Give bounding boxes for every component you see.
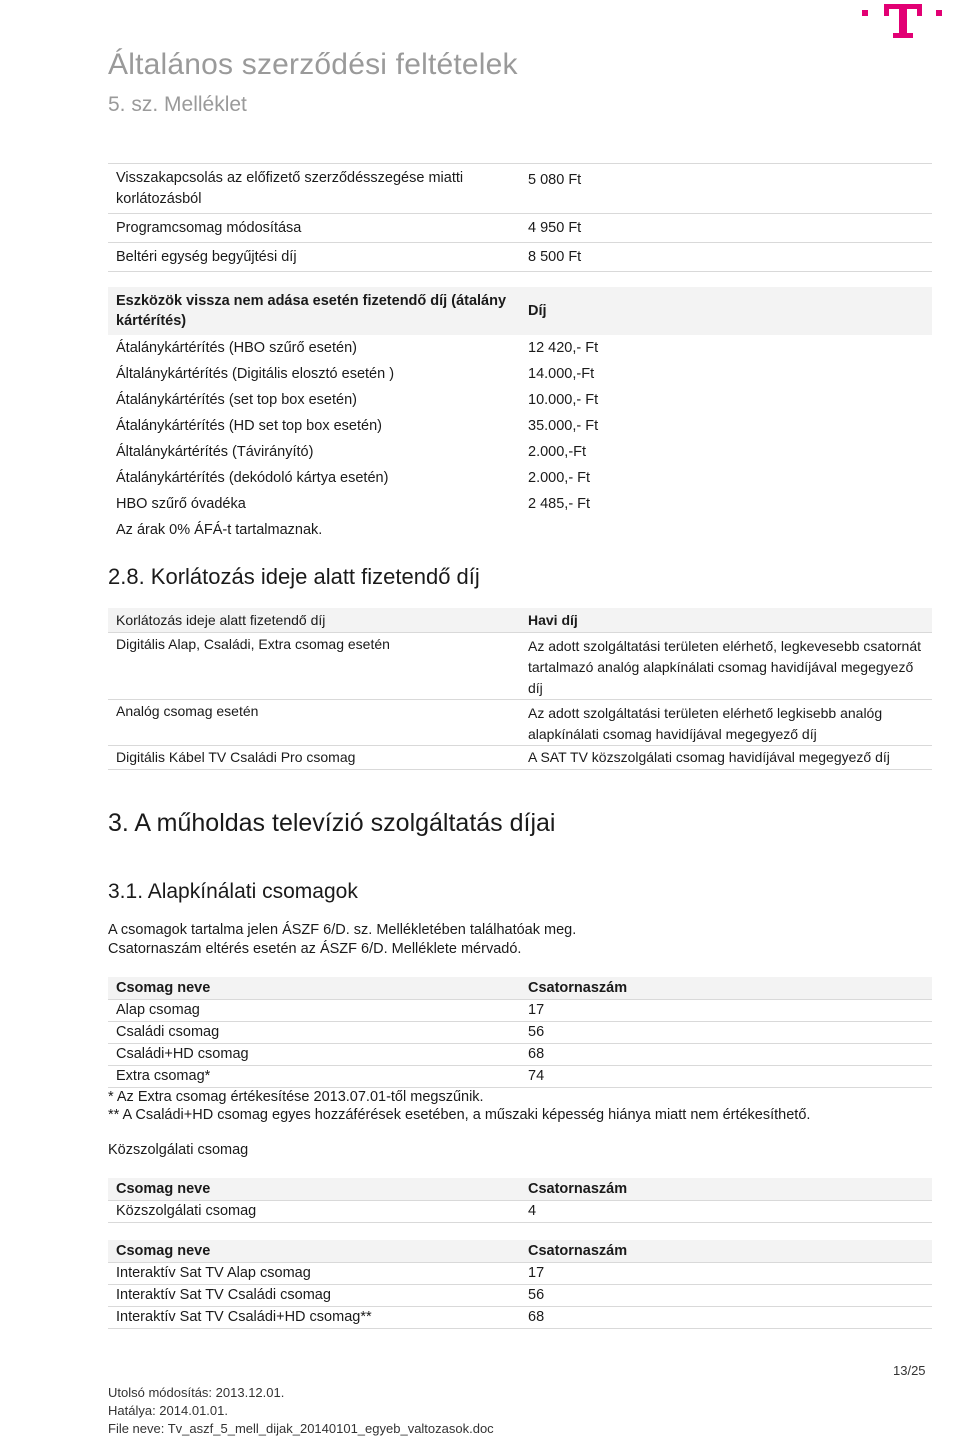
package-name: Interaktív Sat TV Családi csomag [108,1284,520,1306]
column-header: Csomag neve [116,1180,211,1197]
price-note: Az árak 0% ÁFÁ-t tartalmaznak. [116,522,323,538]
table-row [108,1284,932,1306]
column-header: Csatornaszám [528,1180,628,1197]
device-label: Általánykártérítés (Digitális elosztó esetén ) [116,366,395,382]
column-header: Csatornaszám [528,1242,628,1259]
fee-value: 4 950 Ft [520,214,932,243]
table-row [108,465,932,491]
section-heading: 3. A műholdas televízió szolgáltatás díjai [108,809,556,837]
telekom-t-icon [862,0,960,40]
channel-count: 56 [520,1284,932,1306]
table-header-row [108,287,932,335]
device-value: 2.000,-Ft [528,444,587,460]
table-row [108,361,932,387]
channel-count: 74 [520,1065,932,1087]
footnote: * Az Extra csomag értékesítése 2013.07.01-től megszűnik. [108,1089,484,1105]
package-name: Extra csomag* [108,1065,520,1087]
table-header-row [108,1178,932,1200]
restriction-label: Digitális Alap, Családi, Extra csomag esetén [108,632,520,699]
column-header: Díj [528,303,547,319]
table-header-row [108,1240,932,1262]
subsection-heading: 3.1. Alapkínálati csomagok [108,880,358,903]
column-header: Havi díj [528,611,578,628]
document-title: Általános szerződési feltételek [108,48,518,81]
fee-label: Programcsomag módosítása [108,214,520,243]
channel-count: 68 [520,1043,932,1065]
fee-label: Beltéri egység begyűjtési díj [108,243,520,272]
table-row [108,1306,932,1328]
table-header-row [108,608,932,632]
table-row [108,517,932,543]
channel-count: 56 [520,1021,932,1043]
page-number: 13/25 [893,1363,926,1378]
package-name: Családi+HD csomag [108,1043,520,1065]
restriction-value: Az adott szolgáltatási területen elérhető, legkevesebb csatornát tartalmazó analóg alapkínálati csomag havidíjával megegyező díj [520,632,932,699]
last-modified: Utolsó módosítás: 2013.12.01. [108,1385,285,1400]
table-row [108,745,932,769]
table-row [108,491,932,517]
restriction-label: Analóg csomag esetén [108,699,520,745]
base-package-table [108,977,932,1088]
public-service-table [108,1178,932,1223]
channel-count: 4 [520,1200,932,1222]
column-header: Csatornaszám [528,979,628,996]
table-row [108,699,932,745]
column-header: Korlátozás ideje alatt fizetendő díj [116,611,326,628]
table-row [108,243,932,272]
package-name: Családi csomag [108,1021,520,1043]
telekom-logo [862,0,960,40]
restriction-label: Digitális Kábel TV Családi Pro csomag [108,745,520,769]
restriction-value: A SAT TV közszolgálati csomag havidíjával megegyező díj [520,745,932,769]
table-row [108,164,932,214]
column-header: Csomag neve [116,1242,211,1259]
device-label: HBO szűrő óvadéka [116,496,246,512]
intro-text: A csomagok tartalma jelen ÁSZF 6/D. sz. Mellékletében találhatóak meg. [108,922,577,938]
table-row [108,632,932,699]
file-name: File neve: Tv_aszf_5_mell_dijak_20140101_egyeb_valtozasok.doc [108,1421,494,1436]
device-label: Átalánykártérítés (HD set top box esetén) [116,418,382,434]
device-label: Átalánykártérítés (HBO szűrő esetén) [116,340,357,356]
table-row [108,335,932,361]
channel-count: 68 [520,1306,932,1328]
fee-label: Visszakapcsolás az előfizető szerződésszegése miatti korlátozásból [108,164,520,214]
device-value: 12 420,- Ft [528,340,599,356]
table-row [108,1021,932,1043]
restriction-fee-table [108,608,932,770]
device-label: Átalánykártérítés (dekódoló kártya esetén) [116,470,389,486]
package-name: Interaktív Sat TV Családi+HD csomag** [108,1306,520,1328]
footnote: ** A Családi+HD csomag egyes hozzáférések esetében, a műszaki képesség hiánya miatt nem értékesíthető. [108,1107,811,1123]
table-row [108,1200,932,1222]
column-header: Eszközök vissza nem adása esetén fizetendő díj (átalány kártérítés) [116,293,507,329]
device-label: Általánykártérítés (Távirányító) [116,444,314,460]
intro-text: Csatornaszám eltérés esetén az ÁSZF 6/D. Melléklete mérvadó. [108,941,522,957]
device-fee-table [108,287,932,543]
column-header: Csomag neve [116,979,211,996]
package-name: Közszolgálati csomag [108,1200,520,1222]
package-name: Alap csomag [108,999,520,1021]
table-row [108,214,932,243]
fee-value: 8 500 Ft [520,243,932,272]
channel-count: 17 [520,999,932,1021]
table-row [108,439,932,465]
table-row [108,387,932,413]
device-value: 35.000,- Ft [528,418,599,434]
device-value: 2 485,- Ft [528,496,591,512]
subsection-heading: Közszolgálati csomag [108,1142,249,1158]
document-subtitle: 5. sz. Melléklet [108,93,247,116]
device-value: 14.000,-Ft [528,366,595,382]
channel-count: 17 [520,1262,932,1284]
section-heading: 2.8. Korlátozás ideje alatt fizetendő díj [108,564,480,589]
restriction-value: Az adott szolgáltatási területen elérhető legkisebb analóg alapkínálati csomag havidíjával megegyező díj [520,699,932,745]
package-name: Interaktív Sat TV Alap csomag [108,1262,520,1284]
fee-value: 5 080 Ft [520,164,932,214]
device-value: 10.000,- Ft [528,392,599,408]
table-row [108,413,932,439]
table-header-row [108,977,932,999]
device-value: 2.000,- Ft [528,470,591,486]
table-row [108,1065,932,1087]
fees-table [108,163,932,273]
interactive-package-table [108,1240,932,1329]
table-row [108,999,932,1021]
effective-date: Hatálya: 2014.01.01. [108,1403,228,1418]
table-row [108,1043,932,1065]
table-row [108,1262,932,1284]
device-label: Átalánykártérítés (set top box esetén) [116,392,357,408]
